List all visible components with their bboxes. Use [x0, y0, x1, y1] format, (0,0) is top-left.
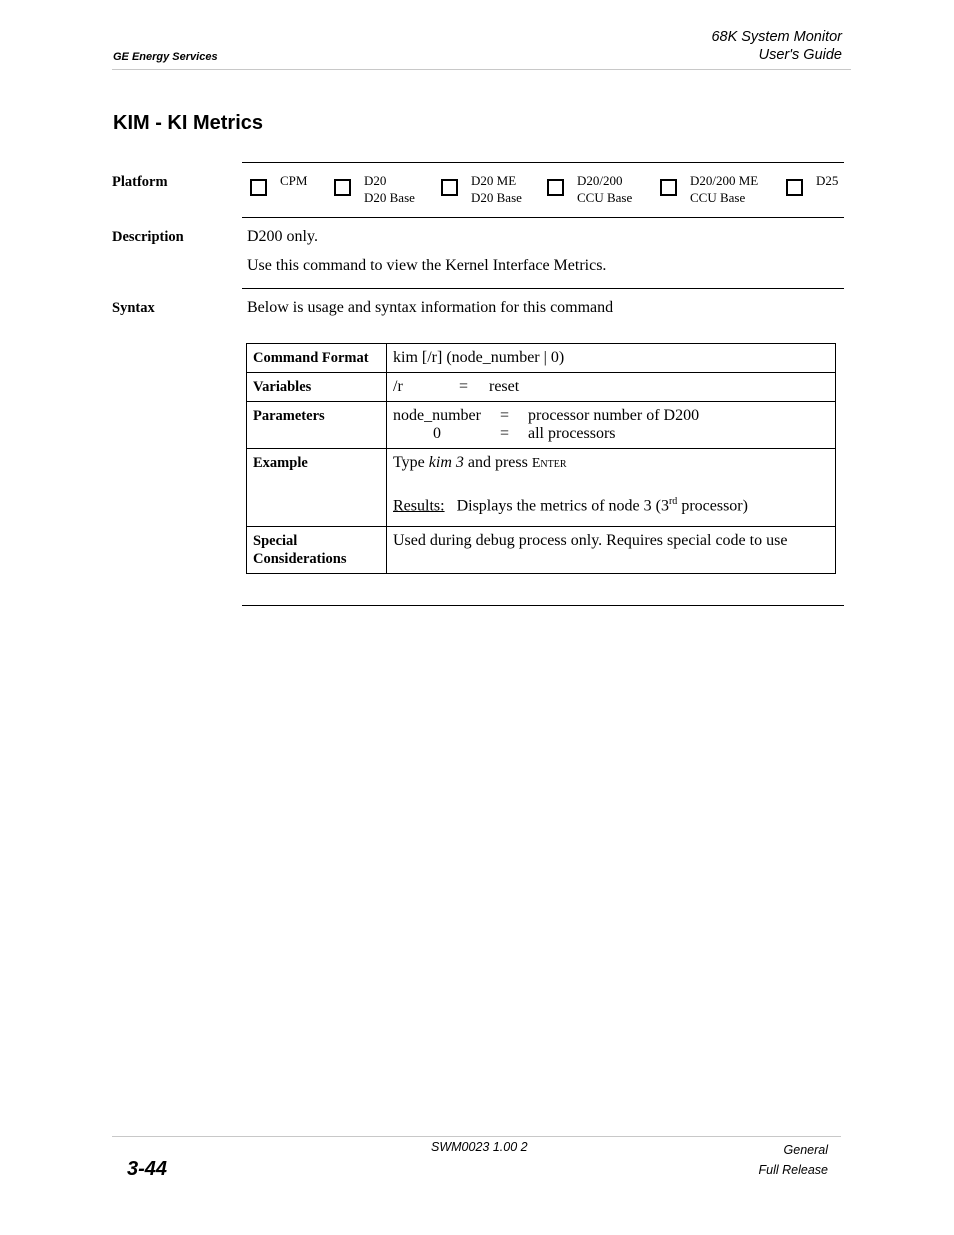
parameter-line: [393, 425, 829, 443]
platform-d20-checkbox[interactable]: [334, 179, 351, 196]
example-label: Example: [247, 449, 387, 527]
document-title: [711, 28, 842, 64]
parameter-equals: =: [500, 407, 510, 424]
variables-label: Variables: [247, 373, 387, 402]
platform-d20me-checkbox[interactable]: [441, 179, 458, 196]
syntax-label: Syntax: [112, 300, 155, 316]
page-title: KIM - KI Metrics: [113, 112, 264, 134]
variable-equals: =: [459, 378, 469, 395]
platform-cpm-checkbox[interactable]: [250, 179, 267, 196]
page-number: 3-44: [127, 1158, 168, 1180]
document-id: SWM0023 1.00 2: [431, 1140, 528, 1154]
description-label: Description: [112, 229, 184, 245]
platform-top-rule: [242, 162, 844, 163]
results-label: Results:: [393, 497, 445, 515]
example-row: [247, 449, 836, 527]
platform-d20-200-label: D20/200 CCU Base: [577, 173, 633, 205]
document-title-line1: 68K System Monitor: [711, 29, 842, 45]
platform-d20-200me-checkbox[interactable]: [660, 179, 677, 196]
parameter-line: [393, 407, 829, 425]
parameter-description: processor number of D200: [528, 407, 700, 424]
platform-d25-label: D25: [816, 173, 839, 188]
example-instruction: Type kim 3 and press Enter: [393, 454, 567, 471]
platform-bottom-rule: [242, 217, 844, 218]
command-format-label: Command Format: [247, 344, 387, 373]
parameters-row: [247, 402, 836, 449]
variable-name: /r: [393, 378, 403, 395]
special-considerations-value: Used during debug process only. Requires special code to use: [387, 527, 836, 574]
description-line2: Use this command to view the Kernel Interface Metrics.: [247, 257, 607, 274]
parameters-value: [387, 402, 836, 449]
footer-divider: [112, 1136, 841, 1137]
example-results: Results: Displays the metrics of node 3 (3rd processor): [393, 496, 748, 515]
variables-row: [247, 373, 836, 402]
variables-value: [387, 373, 836, 402]
parameter-description: all processors: [528, 425, 616, 442]
example-command: kim 3: [428, 454, 464, 471]
enter-key: Enter: [531, 456, 567, 471]
syntax-intro: Below is usage and syntax information for this command: [247, 299, 614, 316]
description-line1: D200 only.: [247, 228, 318, 245]
command-format-value: kim [/r] (node_number | 0): [387, 344, 836, 373]
platform-label: Platform: [112, 174, 168, 190]
special-considerations-row: [247, 527, 836, 574]
platform-d20-200-checkbox[interactable]: [547, 179, 564, 196]
syntax-table: [246, 343, 836, 574]
footer-release: Full Release: [758, 1163, 828, 1177]
platform-d20-label: D20 D20 Base: [364, 173, 415, 205]
platform-d20me-label: D20 ME D20 Base: [471, 173, 522, 205]
example-value: [387, 449, 836, 527]
company-name: GE Energy Services: [113, 51, 218, 63]
footer-right: [759, 1140, 828, 1180]
command-format-row: [247, 344, 836, 373]
footer-category: General: [783, 1143, 828, 1157]
description-bottom-rule: [242, 288, 844, 289]
special-considerations-label: Special Considerations: [247, 527, 387, 574]
header-divider: [112, 69, 851, 70]
platform-d20-200me-label: D20/200 ME CCU Base: [690, 173, 759, 205]
platform-d25-checkbox[interactable]: [786, 179, 803, 196]
parameter-equals: =: [500, 425, 510, 442]
document-title-line2: User's Guide: [758, 47, 842, 63]
parameter-name: 0: [433, 425, 441, 442]
variable-description: reset: [489, 378, 520, 395]
platform-cpm-label: CPM: [280, 173, 308, 188]
parameter-name: node_number: [393, 407, 481, 424]
parameters-label: Parameters: [247, 402, 387, 449]
syntax-bottom-rule: [242, 605, 844, 606]
